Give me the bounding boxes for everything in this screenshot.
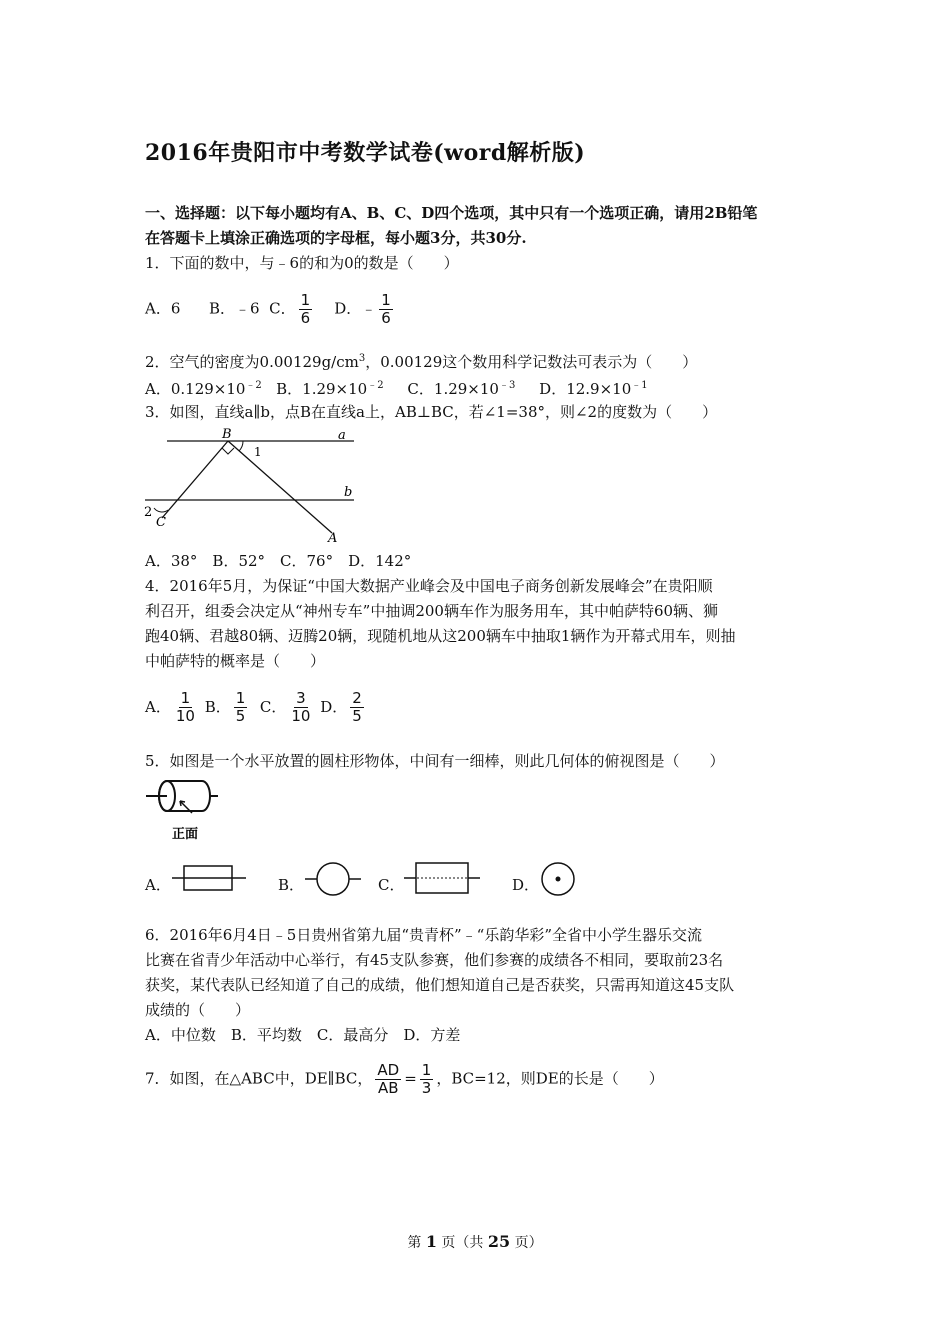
q4-option-b: B． $\frac{1}{5}$ — [204, 689, 246, 725]
q1-fraction-c: $\frac{1}{6}$ — [300, 291, 311, 327]
page-footer: 第 1 页（共 25 页） — [407, 1232, 543, 1251]
q3-stem: 3．如图，直线a∥b，点B在直线a上，AB⊥BC，若∠1=38°，则∠2的度数为（ ） — [145, 403, 718, 421]
q3-label-B: B — [222, 428, 232, 442]
q6-line1: 6．2016年6月4日﹣5日贵州省第九届“贵青杯”﹣“乐韵华彩”全省中小学生器乐交流 — [145, 926, 703, 944]
q1-option-d: D．﹣ — [334, 299, 377, 318]
q6-line2: 比赛在省青少年活动中心举行，有45支队参赛，他们参赛的成绩各不相同，要取前23名 — [145, 951, 724, 969]
q2-options — [145, 376, 648, 399]
q1-option-b: B．﹣6 — [209, 299, 260, 318]
q1-stem: 1．下面的数中，与﹣6的和为0的数是（ ） — [145, 254, 459, 272]
page-total: 25 — [487, 1232, 511, 1251]
q3-label-angle2: 2 — [144, 505, 153, 520]
q5-cylinder-figure — [142, 775, 232, 845]
q2-option-d: D．$12.9\times 10^{﹣1}$ — [539, 380, 648, 398]
q5-option-a: A． — [145, 876, 171, 894]
q5-option-b-figure — [303, 860, 363, 898]
q6-line3: 获奖，某代表队已经知道了自己的成绩，他们想知道自己是否获奖，只需再知道这45支队 — [145, 976, 735, 994]
q4-line4: 中帕萨特的概率是（ ） — [145, 652, 326, 670]
q4-line2: 利召开，组委会决定从“神州专车”中抽调200辆车作为服务用车，其中帕萨特60辆、狮 — [145, 602, 719, 620]
q5-option-c-figure — [402, 860, 482, 896]
q5-front-label: 正面 — [172, 827, 199, 842]
section-heading-line2: 在答题卡上填涂正确选项的字母框，每小题3分，共30分. — [145, 229, 527, 247]
q5-option-b: B． — [278, 876, 305, 894]
q5-option-d-figure — [538, 861, 578, 897]
q2-stem: 2．空气的密度为$0.00129g/cm^3$，0.00129这个数用科学记数法可表示为（ ） — [145, 353, 698, 371]
q4-option-a: A． $\frac{1}{10}$ — [145, 689, 195, 725]
q2-option-a: A．$0.129\times 10^{﹣2}$ — [145, 380, 262, 398]
page-number: 1 — [425, 1232, 437, 1251]
q7-fraction-one-third: $\frac{1}{3}$ — [421, 1061, 432, 1097]
q3-label-a: a — [338, 428, 346, 443]
q4-option-c: C． $\frac{3}{10}$ — [259, 689, 311, 725]
q1-option-a: A．6 — [145, 299, 181, 318]
q4-options — [145, 690, 367, 725]
q6-line4: 成绩的（ ） — [145, 1001, 251, 1019]
q4-line1: 4．2016年5月，为保证“中国大数据产业峰会及中国电子商务创新发展峰会”在贵阳顺 — [145, 577, 713, 595]
q7-fraction-ad-ab: $\frac{AD}{AB}$ — [377, 1061, 400, 1097]
q2-option-c: C．$1.29\times 10^{﹣3}$ — [407, 380, 516, 398]
page-title: 2016年贵阳市中考数学试卷(word解析版) — [145, 140, 586, 166]
q2-option-b: B．$1.29\times 10^{﹣2}$ — [276, 380, 384, 398]
q5-option-a-figure — [170, 862, 250, 894]
q3-label-angle1: 1 — [254, 445, 262, 459]
q4-line3: 跑40辆、君越80辆、迈腾20辆，现随机地从这200辆车中抽取1辆作为开幕式用车，则抽 — [145, 627, 736, 645]
q5-stem: 5．如图是一个水平放置的圆柱形物体，中间有一细棒，则此几何体的俯视图是（ ） — [145, 752, 725, 770]
q4-option-d: D． $\frac{2}{5}$ — [320, 689, 362, 725]
q6-options: A．中位数 B．平均数 C．最高分 D．方差 — [145, 1026, 461, 1044]
section-heading-line1: 一、选择题：以下每小题均有A、B、C、D四个选项，其中只有一个选项正确，请用2B铅笔 — [145, 204, 758, 222]
q1-option-c: C． — [269, 299, 296, 318]
q3-label-b: b — [344, 485, 353, 500]
q3-geometry-figure — [142, 428, 367, 546]
q1-options — [145, 292, 396, 327]
q5-option-c: C． — [378, 876, 405, 894]
q5-option-d: D． — [512, 876, 540, 894]
q3-label-A: A — [328, 531, 338, 546]
q3-label-C: C — [156, 515, 166, 530]
q3-options: A．38° B．52° C．76° D．142° — [145, 552, 412, 570]
q7-stem: 7．如图，在△ABC中，DE∥BC， $\frac{AD}{AB}$ = $\frac{1}{3}$ ，BC=12，则DE的长是（ ） — [145, 1061, 664, 1097]
q1-fraction-d: $\frac{1}{6}$ — [381, 291, 391, 327]
